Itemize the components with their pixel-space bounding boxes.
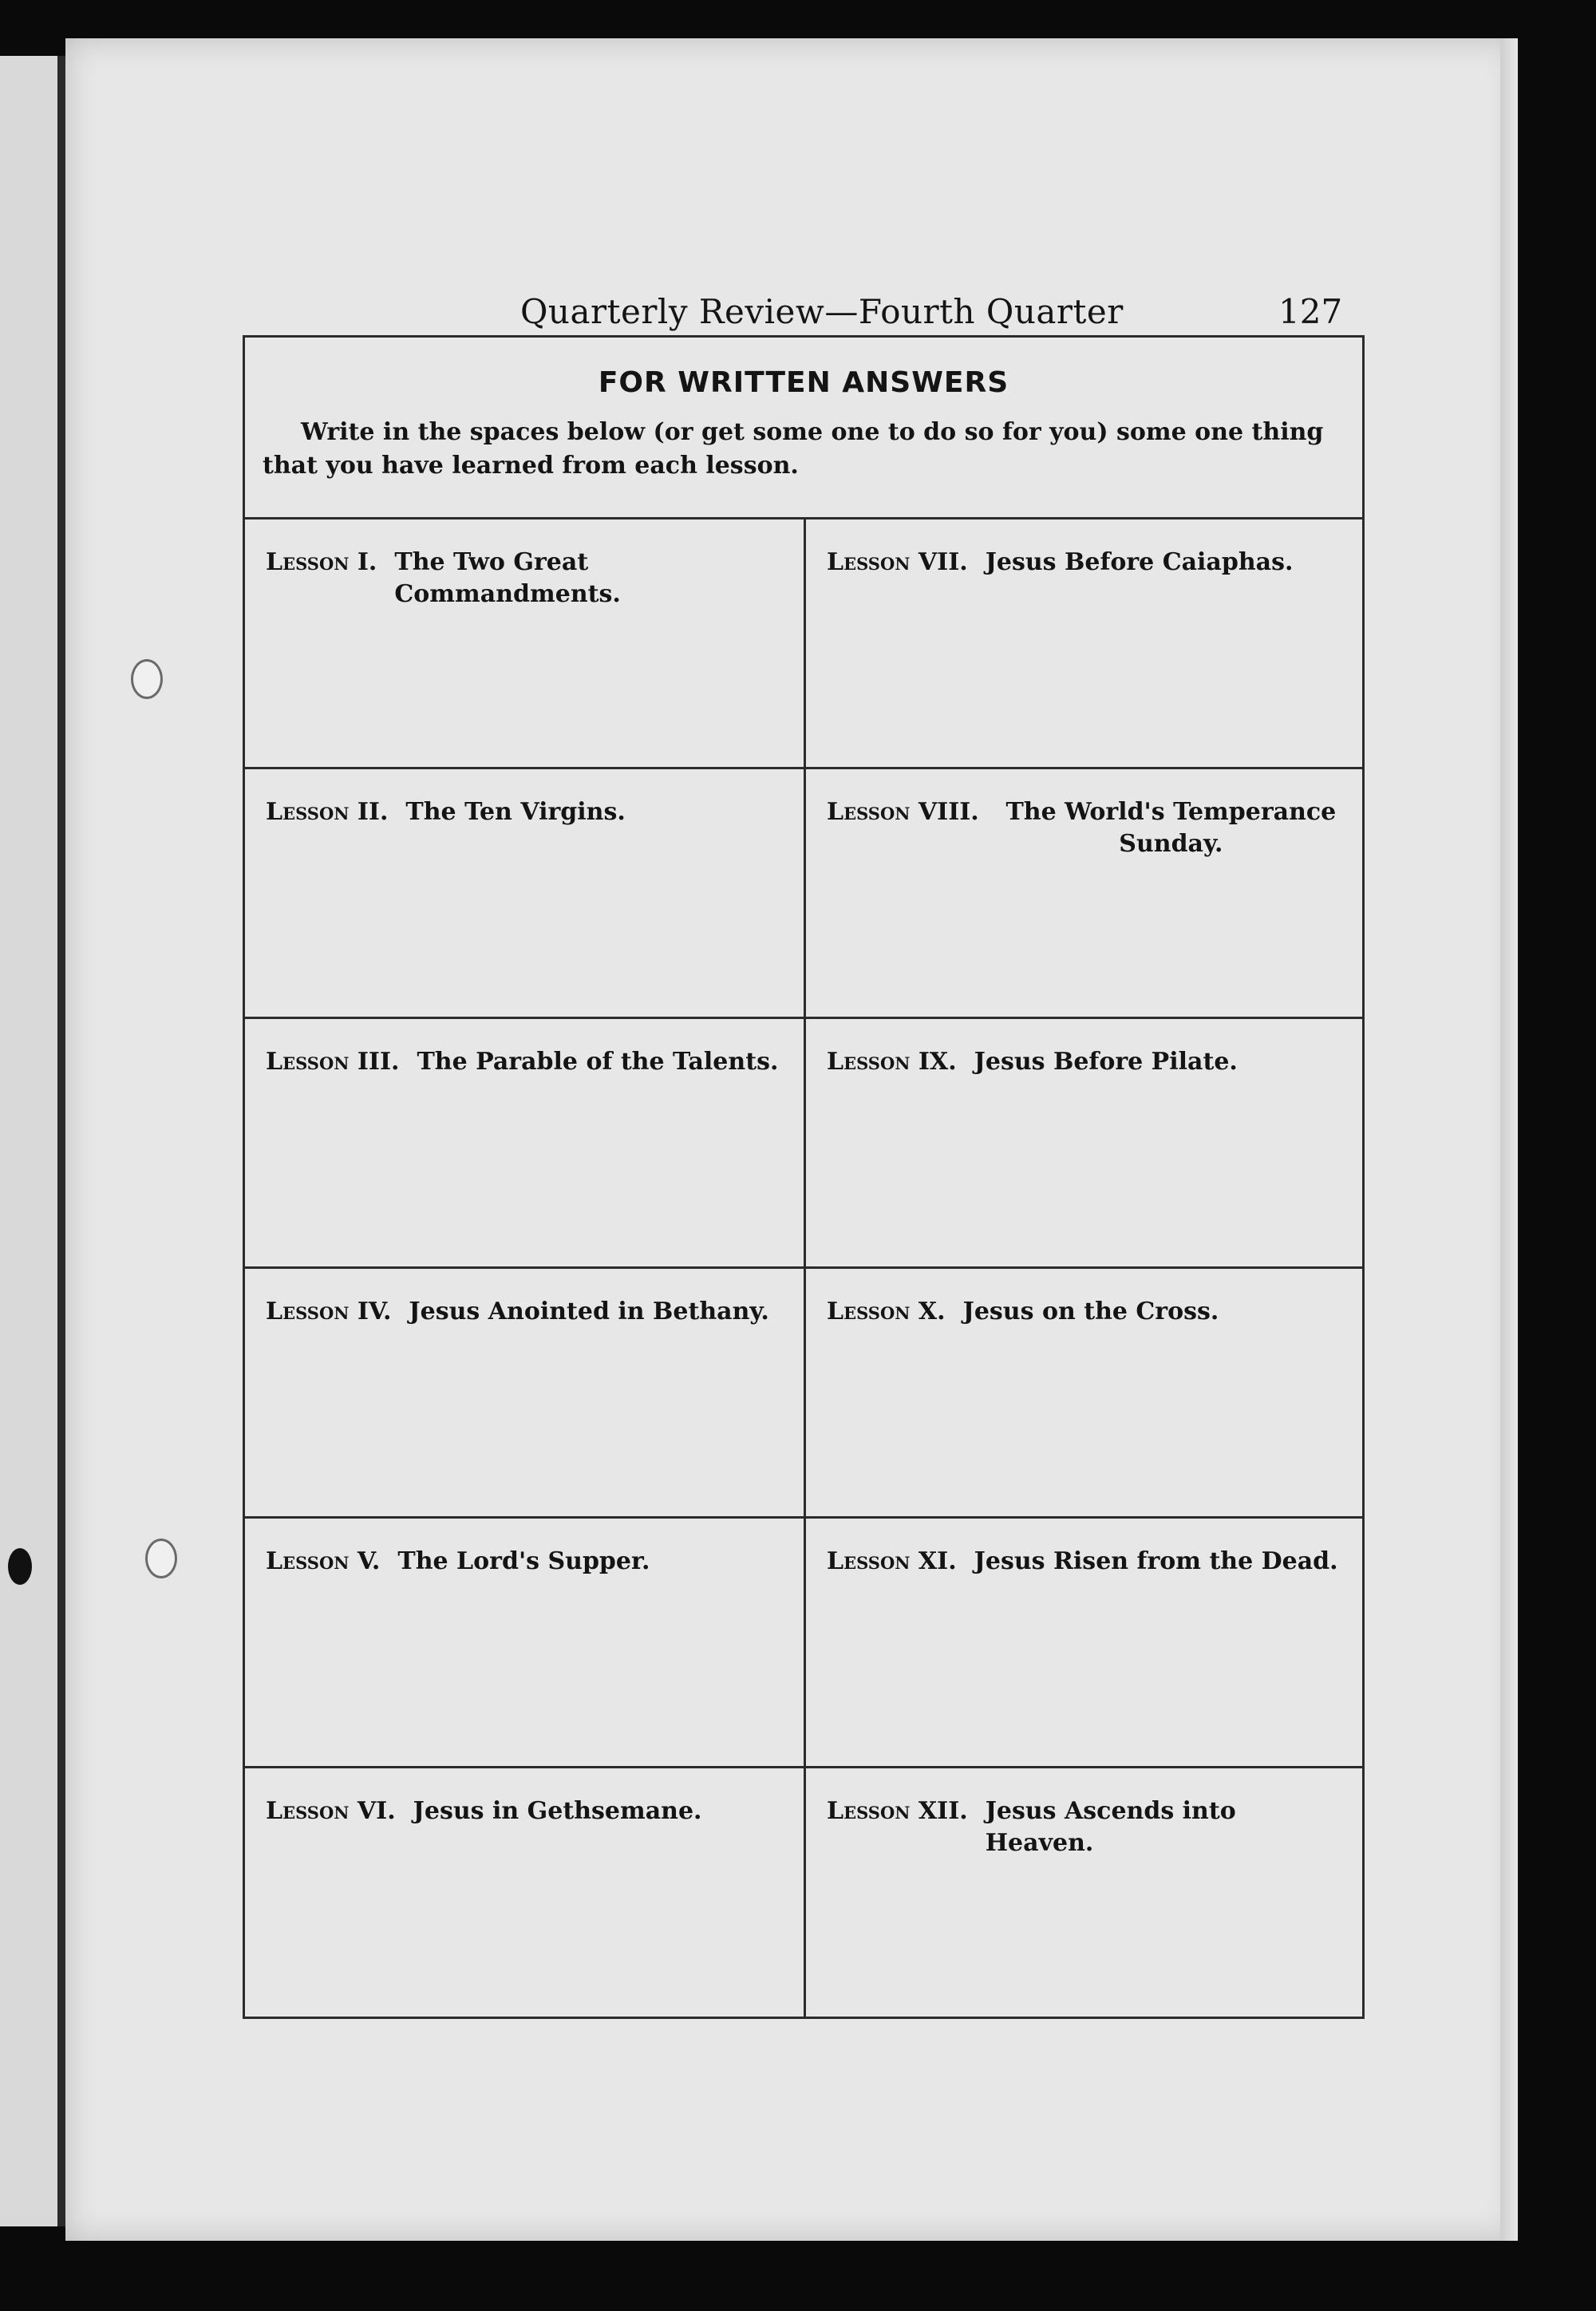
lesson-number: Lesson V.	[266, 1547, 381, 1575]
page-edge	[1500, 38, 1518, 2241]
lesson-title: Jesus Risen from the Dead.	[974, 1547, 1338, 1575]
form-intro	[245, 338, 1362, 519]
lesson-answer-cell[interactable]	[806, 1019, 1365, 1269]
lesson-title: The Lord's Supper.	[397, 1547, 650, 1575]
running-head: Quarterly Review—Fourth Quarter	[520, 292, 1124, 331]
section-title: FOR WRITTEN ANSWERS	[598, 366, 1009, 399]
lesson-number: Lesson I.	[266, 548, 377, 576]
lesson-number: Lesson II.	[266, 798, 389, 826]
lesson-title: Jesus Anointed in Bethany.	[409, 1298, 769, 1325]
lesson-title: Jesus in Gethsemane.	[413, 1797, 702, 1825]
lesson-heading	[266, 1296, 784, 1328]
lesson-number: Lesson IX.	[827, 1048, 957, 1076]
lesson-answer-cell[interactable]	[245, 1519, 804, 1768]
lesson-title: Jesus Before Pilate.	[974, 1048, 1238, 1076]
lesson-answer-cell[interactable]	[245, 1019, 804, 1269]
lesson-answer-cell[interactable]	[245, 519, 804, 769]
lesson-title: Jesus Before Caiaphas.	[985, 548, 1294, 576]
lesson-title: Jesus Ascends into Heaven.	[985, 1797, 1236, 1857]
lesson-title: The Two Great Commandments.	[394, 548, 621, 608]
lesson-answer-cell[interactable]	[806, 1519, 1365, 1768]
lesson-number: Lesson XI.	[827, 1547, 957, 1575]
lesson-heading	[266, 547, 784, 610]
lesson-heading	[266, 1795, 784, 1827]
lesson-number: Lesson VIII.	[827, 798, 979, 826]
lesson-number: Lesson VI.	[266, 1797, 396, 1825]
lesson-number: Lesson VII.	[827, 548, 968, 576]
page-number: 127	[1278, 292, 1343, 331]
lesson-title: Jesus on the Cross.	[962, 1298, 1219, 1325]
lesson-grid	[245, 519, 1362, 2017]
instructions: Write in the spaces below (or get some one to do so for you) some one thing that you have learned from each lesson.	[263, 418, 1324, 480]
lesson-title: The World's Temperance Sunday.	[1005, 798, 1337, 858]
lesson-answer-cell[interactable]	[806, 769, 1365, 1019]
facing-page-edge	[0, 56, 65, 2226]
lesson-heading	[827, 547, 1345, 579]
lesson-heading	[827, 1546, 1345, 1578]
binding-hole	[145, 1539, 177, 1578]
book-page	[65, 38, 1518, 2241]
lesson-answer-cell[interactable]	[245, 1269, 804, 1519]
lesson-heading	[266, 796, 784, 828]
lesson-number: Lesson III.	[266, 1048, 400, 1076]
lesson-heading	[827, 1795, 1345, 1859]
lesson-heading	[827, 1296, 1345, 1328]
lesson-title: The Parable of the Talents.	[417, 1048, 779, 1076]
lesson-answer-cell[interactable]	[245, 769, 804, 1019]
binding-hole	[131, 659, 163, 699]
lesson-number: Lesson X.	[827, 1298, 946, 1325]
lesson-heading	[266, 1046, 784, 1078]
binding-hole	[8, 1548, 32, 1585]
lesson-heading	[266, 1546, 784, 1578]
lesson-answer-cell[interactable]	[806, 1768, 1365, 2018]
lesson-number: Lesson IV.	[266, 1298, 392, 1325]
lesson-answer-cell[interactable]	[806, 1269, 1365, 1519]
lesson-answer-cell[interactable]	[245, 1768, 804, 2018]
lesson-title: The Ten Virgins.	[405, 798, 626, 826]
lesson-heading	[827, 796, 1345, 860]
lesson-answer-cell[interactable]	[806, 519, 1365, 769]
lesson-heading	[827, 1046, 1345, 1078]
lesson-number: Lesson XII.	[827, 1797, 968, 1825]
written-answers-form	[243, 335, 1365, 2019]
